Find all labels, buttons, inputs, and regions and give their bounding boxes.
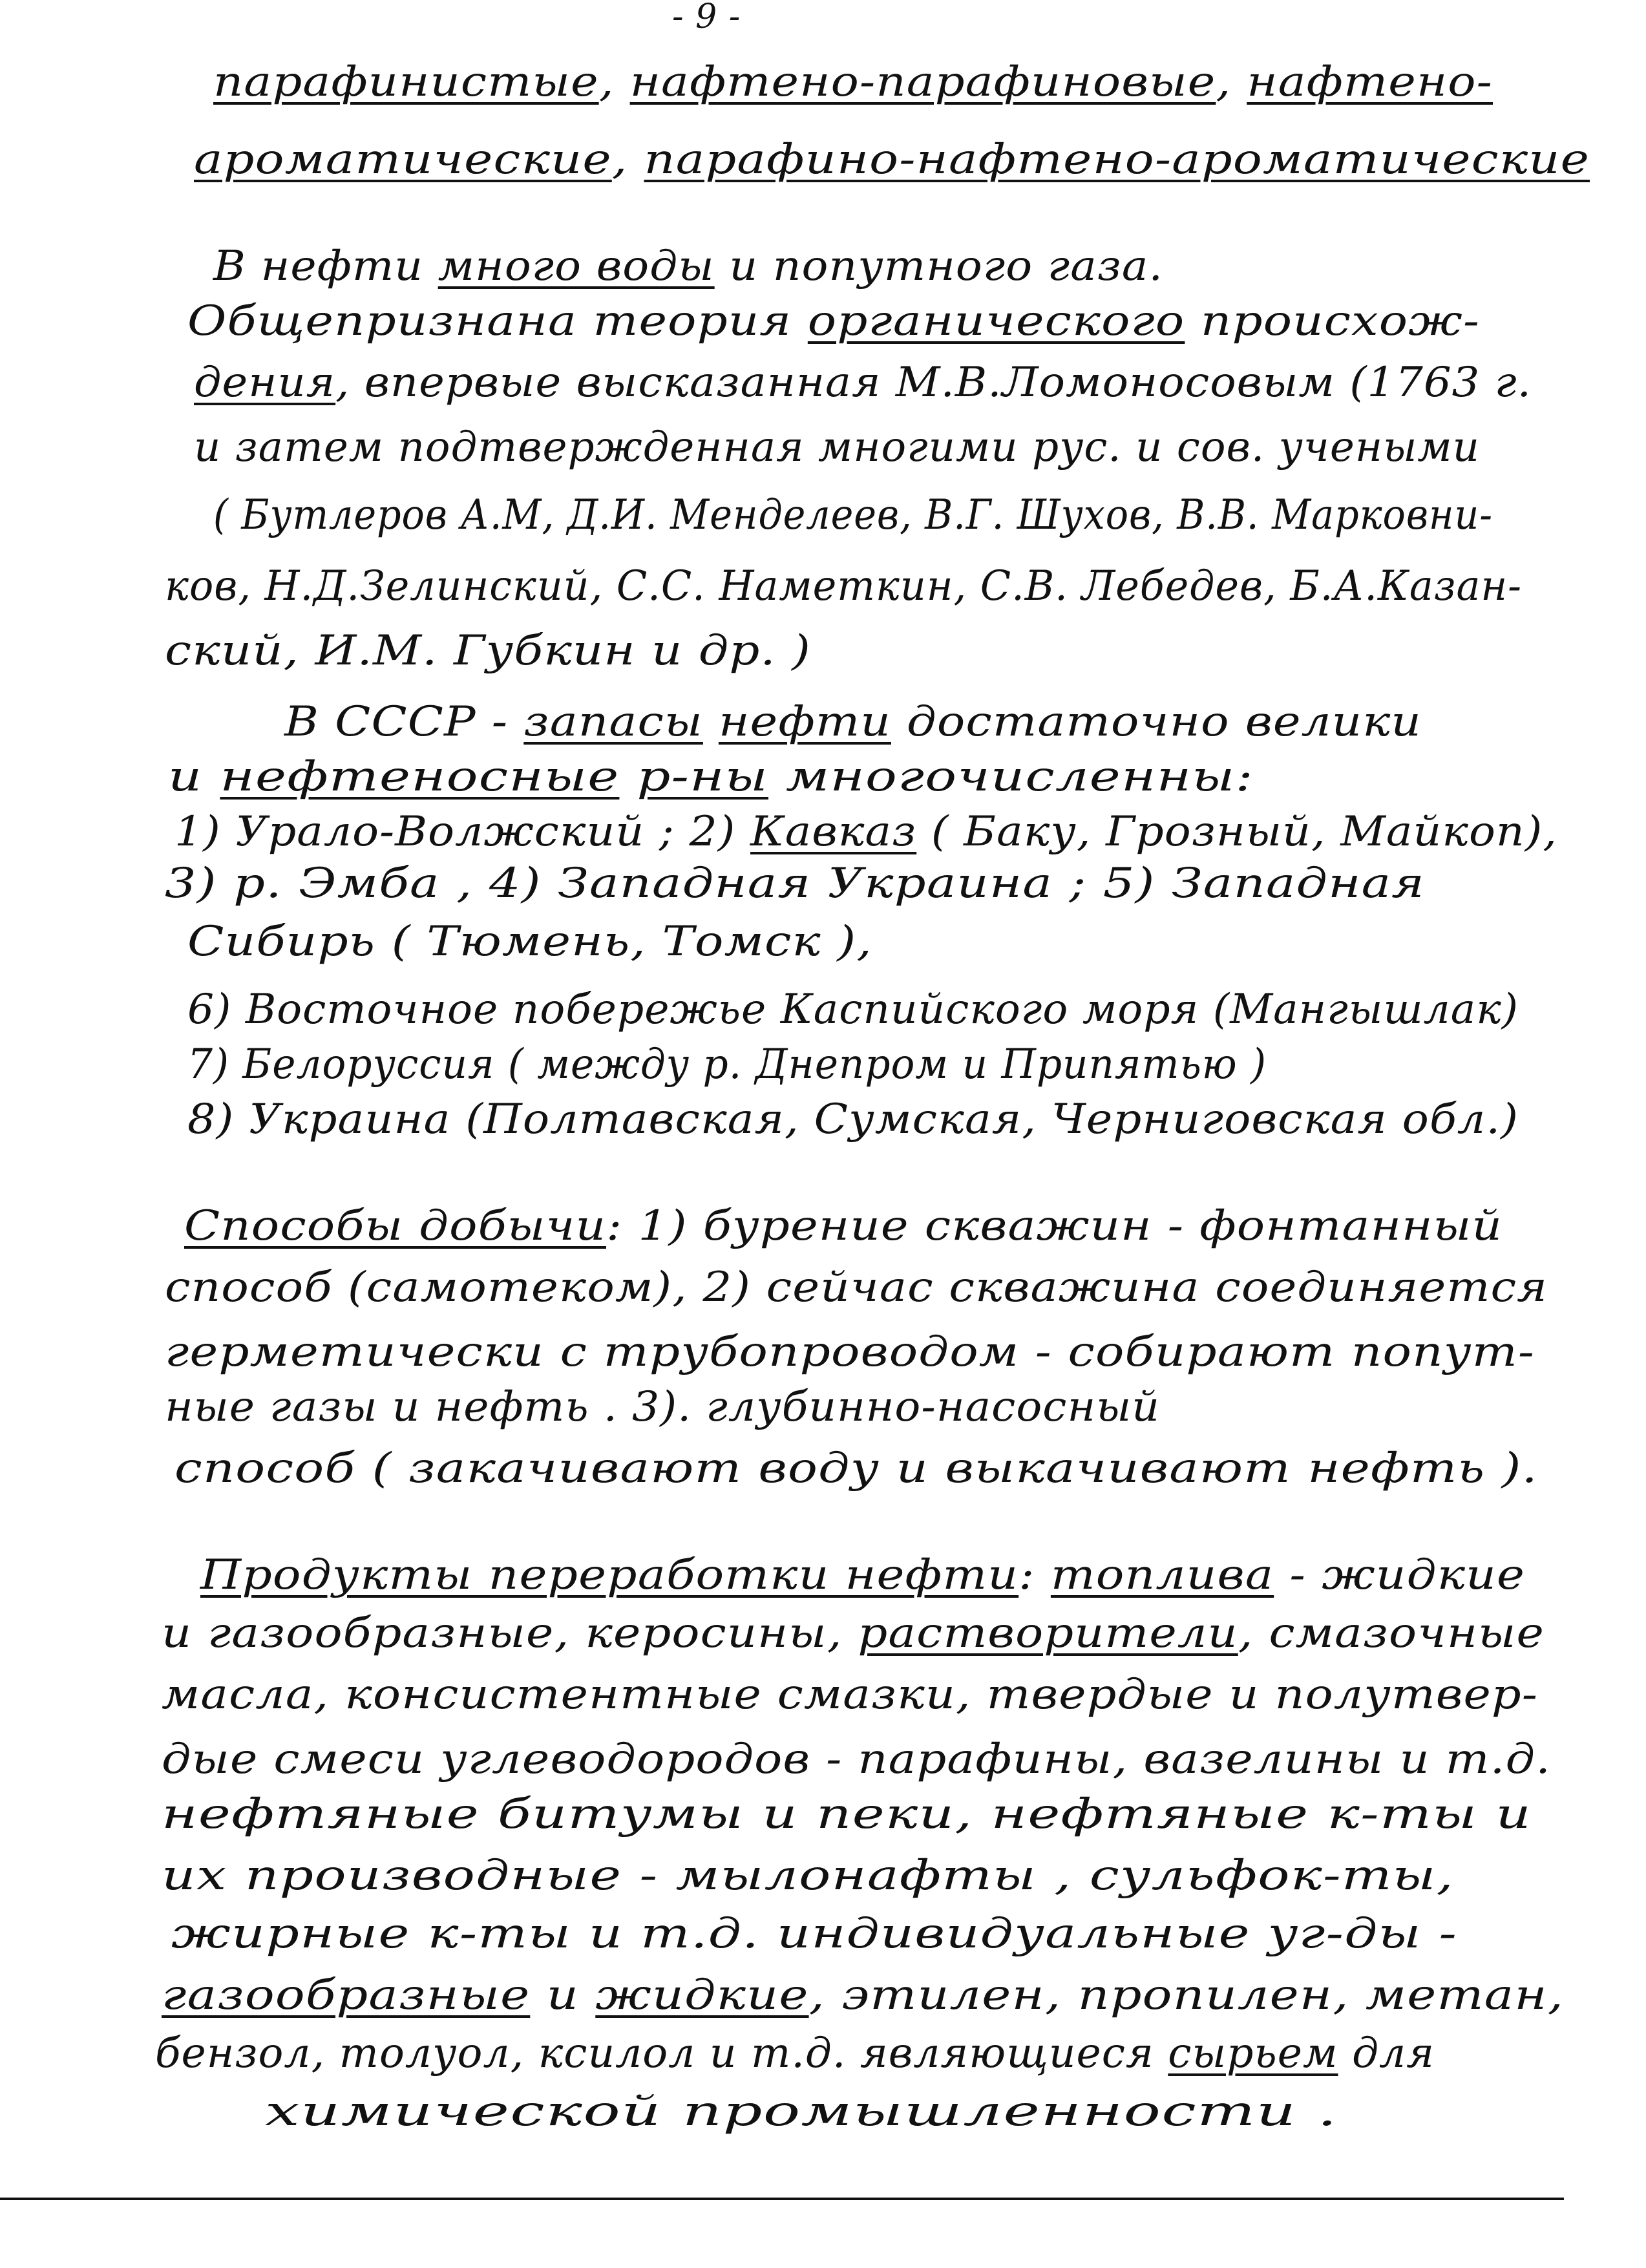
- text-segment: ,: [611, 136, 644, 184]
- underlined-text: парафино-нафтено-ароматические: [644, 136, 1590, 184]
- text-segment: В нефти: [213, 242, 438, 290]
- underlined-text: нафтено-: [1247, 58, 1493, 106]
- text-segment: , смазочные: [1238, 1609, 1545, 1657]
- underlined-text: Продукты переработки нефти: [200, 1551, 1019, 1599]
- text-segment: и: [530, 1971, 596, 2019]
- text-line: [194, 423, 1480, 471]
- underlined-text: топлива: [1050, 1551, 1274, 1599]
- text-segment: масла, консистентные смазки, твердые и полутвер-: [162, 1671, 1538, 1719]
- text-segment: 8) Украина (Полтавская, Сумская, Черниговская обл.): [187, 1096, 1519, 1143]
- underlined-text: Способы добычи: [184, 1202, 607, 1250]
- text-line: [187, 918, 872, 966]
- text-segment: и затем подтвержденная многими рус. и сов. учеными: [194, 423, 1480, 471]
- text-line: [174, 808, 1557, 856]
- underlined-text: растворители: [858, 1609, 1238, 1657]
- text-line: [165, 562, 1522, 610]
- text-segment: жирные к-ты и т.д. индивидуальные уг-ды -: [171, 1910, 1457, 1958]
- underlined-text: ароматические: [194, 136, 612, 184]
- text-segment: для: [1338, 2030, 1435, 2077]
- text-segment: ,: [598, 58, 630, 106]
- text-segment: 1) Урало-Волжский ; 2): [174, 808, 751, 856]
- underlined-text: нефтеносные: [220, 753, 620, 801]
- bottom-rule: [0, 2198, 1564, 2200]
- underlined-text: органического: [807, 297, 1185, 345]
- text-segment: : 1) бурение скважин - фонтанный: [606, 1202, 1503, 1250]
- text-segment: [703, 698, 719, 746]
- underlined-text: запасы: [523, 698, 703, 746]
- text-segment: их производные - мылонафты , сульфок-ты,: [162, 1852, 1454, 1900]
- text-line: [265, 2088, 1338, 2136]
- text-line: [171, 1910, 1457, 1958]
- text-segment: , этилен, пропилен, метан,: [808, 1971, 1564, 2019]
- text-segment: - жидкие: [1274, 1551, 1525, 1599]
- text-segment: ,: [1216, 58, 1247, 106]
- text-segment: способ (самотеком), 2) сейчас скважина соединяется: [165, 1264, 1548, 1311]
- underlined-text: дения: [194, 359, 336, 407]
- text-segment: [619, 753, 637, 801]
- text-line: [165, 1328, 1535, 1376]
- text-segment: бензол, толуол, ксилол и т.д. являющиеся: [155, 2030, 1168, 2077]
- text-line: [284, 698, 1422, 746]
- text-segment: способ ( закачивают воду и выкачивают нефть ).: [174, 1445, 1538, 1492]
- text-segment: ский, И.М. Губкин и др. ): [165, 627, 811, 675]
- text-line: [187, 986, 1519, 1033]
- text-line: [165, 1383, 1160, 1431]
- text-line: [174, 1445, 1538, 1492]
- text-segment: 7) Белоруссия ( между р. Днепром и Припятью ): [187, 1041, 1267, 1088]
- text-segment: 6) Восточное побережье Каспийского моря (Мангышлак): [187, 986, 1519, 1033]
- text-line: [194, 136, 1590, 184]
- text-segment: Общепризнана теория: [187, 297, 808, 345]
- text-line: [187, 297, 1480, 345]
- text-line: [194, 359, 1532, 407]
- text-segment: :: [1018, 1551, 1051, 1599]
- text-segment: дые смеси углеводородов - парафины, вазелины и т.д.: [162, 1735, 1551, 1783]
- text-segment: , впервые высказанная М.В.Ломоносовым (1763 г.: [335, 359, 1532, 407]
- text-line: [162, 1671, 1538, 1719]
- underlined-text: р-ны: [637, 753, 769, 801]
- text-segment: 3) р. Эмба , 4) Западная Украина ; 5) Западная: [165, 860, 1425, 907]
- underlined-text: парафинистые: [213, 58, 599, 106]
- text-line: [213, 242, 1163, 290]
- text-segment: ков, Н.Д.Зелинский, С.С. Наметкин, С.В. Лебедев, Б.А.Казан-: [165, 562, 1522, 610]
- text-segment: герметически с трубопроводом - собирают попут-: [165, 1328, 1535, 1376]
- text-line: [155, 2030, 1435, 2077]
- text-segment: и газообразные, керосины,: [162, 1609, 858, 1657]
- text-segment: происхож-: [1185, 297, 1480, 345]
- text-line: [168, 753, 1254, 801]
- text-line: [162, 1735, 1551, 1783]
- text-segment: ( Бутлеров А.М, Д.И. Менделеев, В.Г. Шухов, В.В. Марковни-: [213, 491, 1493, 539]
- text-line: [165, 1264, 1548, 1311]
- underlined-text: много воды: [438, 242, 715, 290]
- page-number: - 9 -: [672, 0, 741, 36]
- underlined-text: сырьем: [1168, 2030, 1338, 2077]
- underlined-text: нафтено-парафиновые: [629, 58, 1216, 106]
- text-line: [162, 1971, 1564, 2019]
- text-line: [213, 58, 1493, 106]
- text-line: [187, 1041, 1267, 1088]
- text-line: [200, 1551, 1525, 1599]
- text-line: [184, 1202, 1503, 1250]
- text-segment: В СССР -: [284, 698, 524, 746]
- text-segment: Сибирь ( Тюмень, Томск ),: [187, 918, 872, 966]
- text-line: [165, 627, 811, 675]
- text-segment: и попутного газа.: [714, 242, 1163, 290]
- text-line: [162, 1609, 1545, 1657]
- text-line: [165, 860, 1425, 907]
- text-segment: многочисленны:: [768, 753, 1254, 801]
- text-segment: ( Баку, Грозный, Майкоп),: [916, 808, 1557, 856]
- text-line: [213, 491, 1493, 539]
- text-segment: нефтяные битумы и пеки, нефтяные к-ты и: [162, 1790, 1532, 1838]
- text-segment: химической промышленности .: [265, 2088, 1338, 2136]
- text-segment: и: [168, 753, 220, 801]
- underlined-text: газообразные: [162, 1971, 531, 2019]
- text-segment: достаточно велики: [891, 698, 1422, 746]
- underlined-text: жидкие: [595, 1971, 809, 2019]
- text-line: [187, 1096, 1519, 1143]
- underlined-text: нефти: [718, 698, 891, 746]
- text-segment: ные газы и нефть . 3). глубинно-насосный: [165, 1383, 1160, 1431]
- underlined-text: Кавказ: [750, 808, 917, 856]
- text-line: [162, 1790, 1532, 1838]
- text-line: [162, 1852, 1454, 1900]
